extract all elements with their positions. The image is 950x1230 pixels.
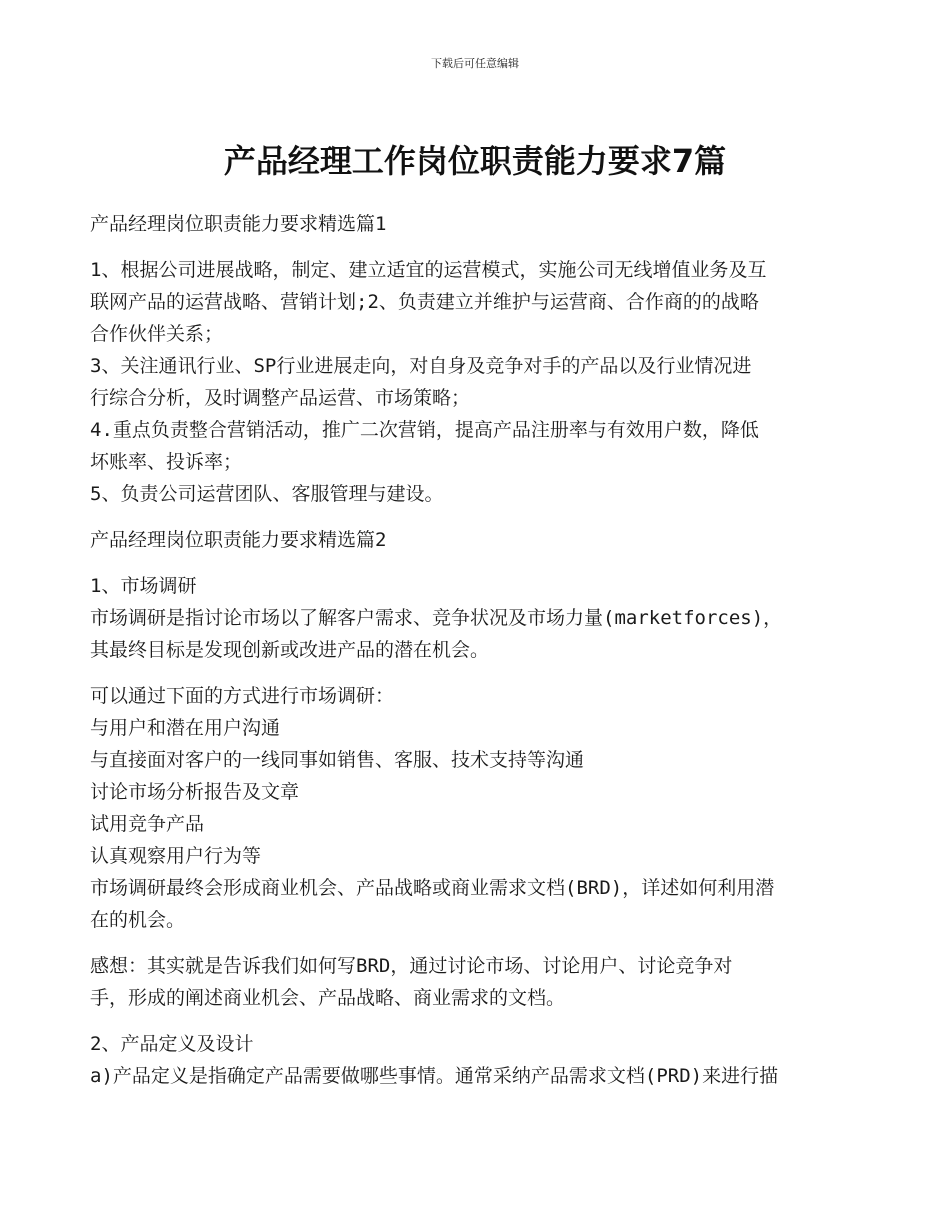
body-line: 试用竞争产品 — [90, 813, 205, 835]
body-line: 与用户和潜在用户沟通 — [90, 717, 281, 739]
body-line: 手，形成的阐述商业机会、产品战略、商业需求的文档。 — [90, 987, 566, 1009]
body-line: 行综合分析，及时调整产品运营、市场策略； — [90, 387, 471, 409]
section-heading-1: 产品经理岗位职责能力要求精选篇1 — [90, 213, 387, 235]
body-line: 与直接面对客户的一线同事如销售、客服、技术支持等沟通 — [90, 749, 585, 771]
body-line: 其最终目标是发现创新或改进产品的潜在机会。 — [90, 639, 490, 661]
paragraph-gap — [90, 936, 866, 950]
body-line: 在的机会。 — [90, 909, 186, 931]
section-heading-2: 产品经理岗位职责能力要求精选篇2 — [90, 529, 387, 551]
body-line: 认真观察用户行为等 — [90, 845, 262, 867]
paragraph-gap — [90, 240, 866, 254]
body-line: 市场调研最终会形成商业机会、产品战略或商业需求文档(BRD)，详述如何利用潜 — [90, 877, 775, 899]
body-line: 5、负责公司运营团队、客服管理与建设。 — [90, 483, 444, 505]
body-line: 联网产品的运营战略、营销计划;2、负责建立并维护与运营商、合作商的的战略 — [90, 291, 759, 313]
paragraph-gap — [90, 1014, 866, 1028]
paragraph-gap — [90, 666, 866, 680]
body-line: 1、市场调研 — [90, 575, 197, 597]
paragraph-gap — [90, 510, 866, 524]
body-line: 3、关注通讯行业、SP行业进展走向，对自身及竞争对手的产品以及行业情况进 — [90, 355, 752, 377]
body-line: 讨论市场分析报告及文章 — [90, 781, 300, 803]
body-line: 2、产品定义及设计 — [90, 1033, 254, 1055]
page-header-note: 下载后可任意编辑 — [431, 57, 519, 70]
body-line: 可以通过下面的方式进行市场调研： — [90, 685, 395, 707]
body-line: 感想：其实就是告诉我们如何写BRD，通过讨论市场、讨论用户、讨论竞争对 — [90, 955, 733, 977]
body-line: a)产品定义是指确定产品需要做哪些事情。通常采纳产品需求文档(PRD)来进行描 — [90, 1065, 779, 1087]
document-title: 产品经理工作岗位职责能力要求7篇 — [223, 142, 727, 180]
body-line: 市场调研是指讨论市场以了解客户需求、竞争状况及市场力量(marketforces)， — [90, 607, 783, 629]
body-line: 4.重点负责整合营销活动，推广二次营销，提高产品注册率与有效用户数，降低 — [90, 419, 759, 441]
paragraph-gap — [90, 556, 866, 570]
body-line: 合作伙伴关系； — [90, 323, 224, 345]
document-body — [90, 208, 866, 1092]
body-line: 1、根据公司进展战略，制定、建立适宜的运营模式，实施公司无线增值业务及互 — [90, 259, 767, 281]
body-line: 坏账率、投诉率； — [90, 451, 243, 473]
